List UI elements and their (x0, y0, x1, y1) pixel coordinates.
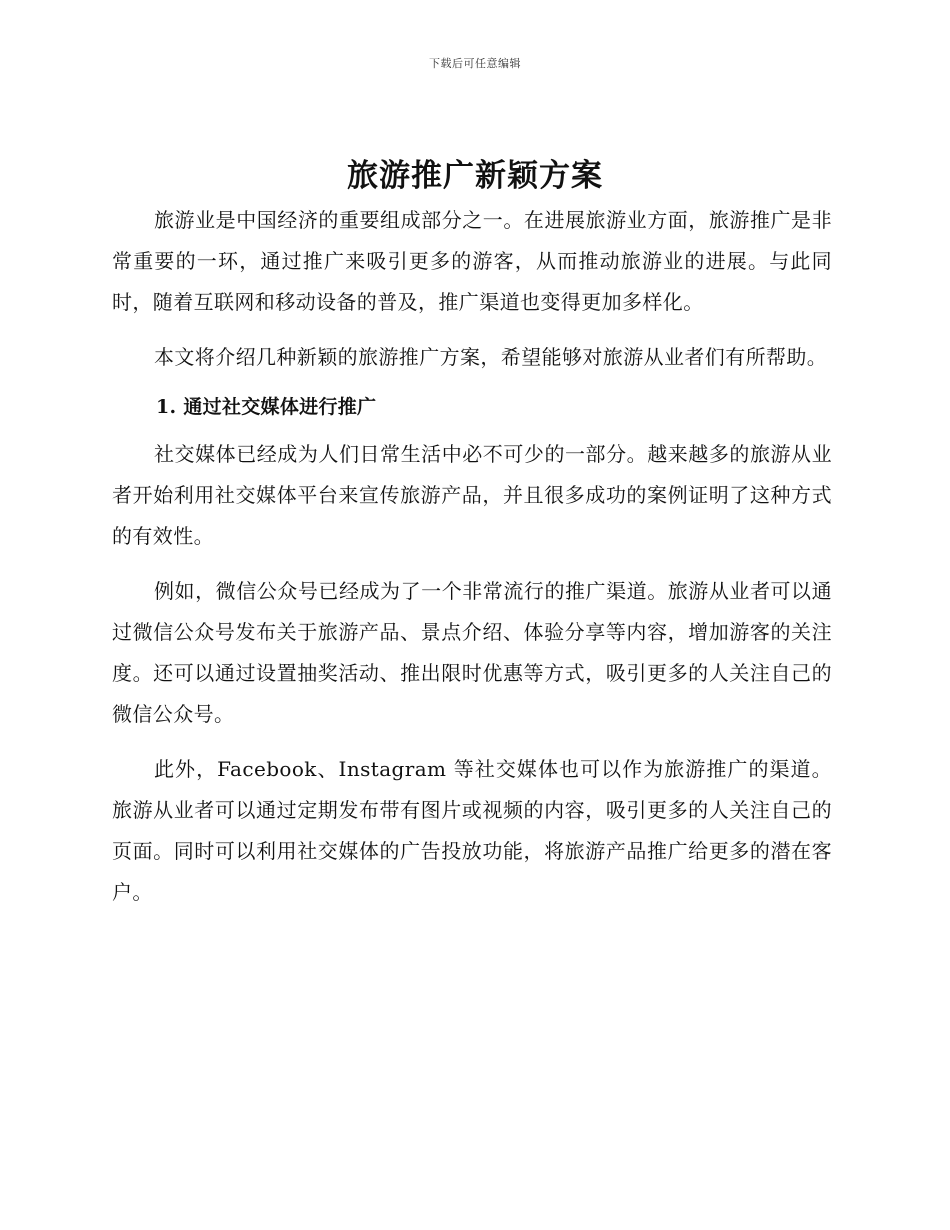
document-title: 旅游推广新颖方案 (347, 158, 603, 194)
header-note: 下载后可任意编辑 (429, 57, 521, 70)
purpose-paragraph: 本文将介绍几种新颖的旅游推广方案，希望能够对旅游从业者们有所帮助。 (154, 345, 828, 369)
section-paragraph: 此外，Facebook、Instagram 等社交媒体也可以作为旅游推广的渠道。旅游从业者可以通过定期发布带有图片或视频的内容，吸引更多的人关注自己的页面。同时可以利用社交媒体的广告投放功能，将旅游产品推广给更多的潜在客户。 (112, 757, 832, 904)
section-heading: 1. 通过社交媒体进行推广 (156, 396, 377, 418)
intro-paragraph: 旅游业是中国经济的重要组成部分之一。在进展旅游业方面，旅游推广是非常重要的一环，通过推广来吸引更多的游客，从而推动旅游业的进展。与此同时，随着互联网和移动设备的普及，推广渠道也变得更加多样化。 (112, 208, 832, 314)
section-paragraph: 例如，微信公众号已经成为了一个非常流行的推广渠道。旅游从业者可以通过微信公众号发布关于旅游产品、景点介绍、体验分享等内容，增加游客的关注度。还可以通过设置抽奖活动、推出限时优惠等方式，吸引更多的人关注自己的微信公众号。 (112, 579, 832, 726)
document-body (112, 200, 832, 927)
section-paragraph: 社交媒体已经成为人们日常生活中必不可少的一部分。越来越多的旅游从业者开始利用社交媒体平台来宣传旅游产品，并且很多成功的案例证明了这种方式的有效性。 (112, 442, 832, 548)
